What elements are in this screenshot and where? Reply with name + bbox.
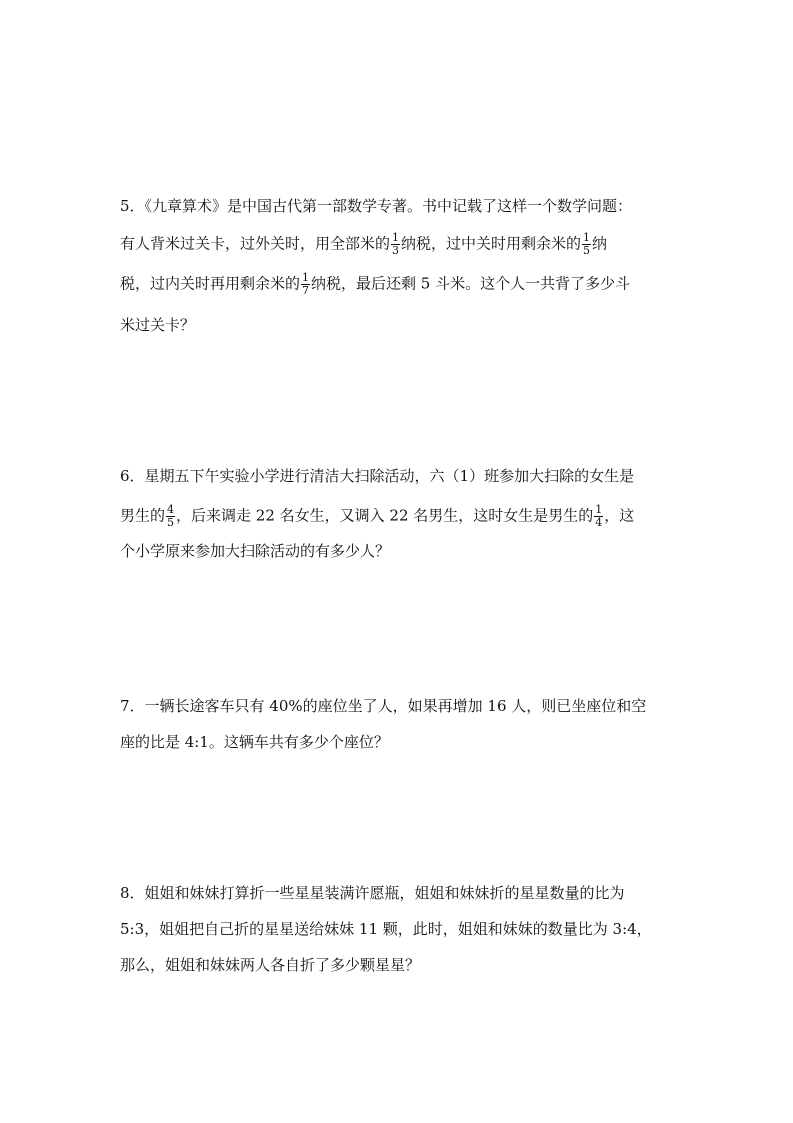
text-segment: 有人背米过关卡，过外关时，用全部米的 [120,234,391,253]
problem-text-line [120,696,646,716]
fraction-numerator: 4 [167,503,175,516]
text-segment: 纳税，过中关时用剩余米的 [401,234,582,253]
problem-text-line [120,883,625,903]
text-segment: 米过关卡？ [120,316,196,334]
fraction-numerator: 1 [595,503,603,516]
problem-text-line [120,541,390,561]
fraction-denominator: 5 [167,516,175,529]
problem-text-line [120,196,632,216]
problem-text-line [120,504,634,529]
fraction-denominator: 5 [583,244,591,257]
fraction [166,504,175,529]
problem-text-line [120,955,420,975]
problem-text-line [120,919,652,939]
text-segment: 那么，姐姐和妹妹两人各自折了多少颗星星？ [120,956,421,974]
fraction [582,232,591,257]
text-segment: 个小学原来参加大扫除活动的有多少人？ [120,542,391,560]
fraction-denominator: 3 [392,244,400,257]
text-segment: ，这 [604,506,635,525]
fraction [594,504,603,529]
problem-text-line [120,232,607,257]
fraction-denominator: 7 [302,284,310,297]
text-segment: ，后来调走 22 名女生，又调入 22 名男生，这时女生是男生的 [176,506,594,525]
problem-text-line [120,315,195,335]
fraction-numerator: 1 [583,231,591,244]
text-segment: 6．星期五下午实验小学进行清洁大扫除活动，六（1）班参加大扫除的女生是 [120,467,635,485]
fraction-numerator: 1 [302,271,310,284]
text-segment: 纳 [592,234,608,253]
text-segment: 5．《九章算术》是中国古代第一部数学专著。书中记载了这样一个数学问题： [120,197,633,215]
fraction [301,272,310,297]
text-segment: 5:3，姐姐把自己折的星星送给妹妹 11 颗，此时，姐姐和妹妹的数量比为 3:4， [120,920,652,938]
problem-text-line [120,272,630,297]
text-segment: 座的比是 4:1。这辆车共有多少个座位？ [120,733,389,751]
fraction [391,232,400,257]
fraction-numerator: 1 [392,231,400,244]
text-segment: 8．姐姐和妹妹打算折一些星星装满许愿瓶，姐姐和妹妹折的星星数量的比为 [120,884,625,902]
text-segment: 税，过内关时再用剩余米的 [120,274,301,293]
text-segment: 纳税，最后还剩 5 斗米。这个人一共背了多少斗 [311,274,631,293]
text-segment: 7．一辆长途客车只有 40%的座位坐了人，如果再增加 16 人，则已坐座位和空 [120,697,647,715]
problem-text-line [120,732,389,752]
problem-text-line [120,466,634,486]
text-segment: 男生的 [120,506,166,525]
fraction-denominator: 4 [595,516,603,529]
